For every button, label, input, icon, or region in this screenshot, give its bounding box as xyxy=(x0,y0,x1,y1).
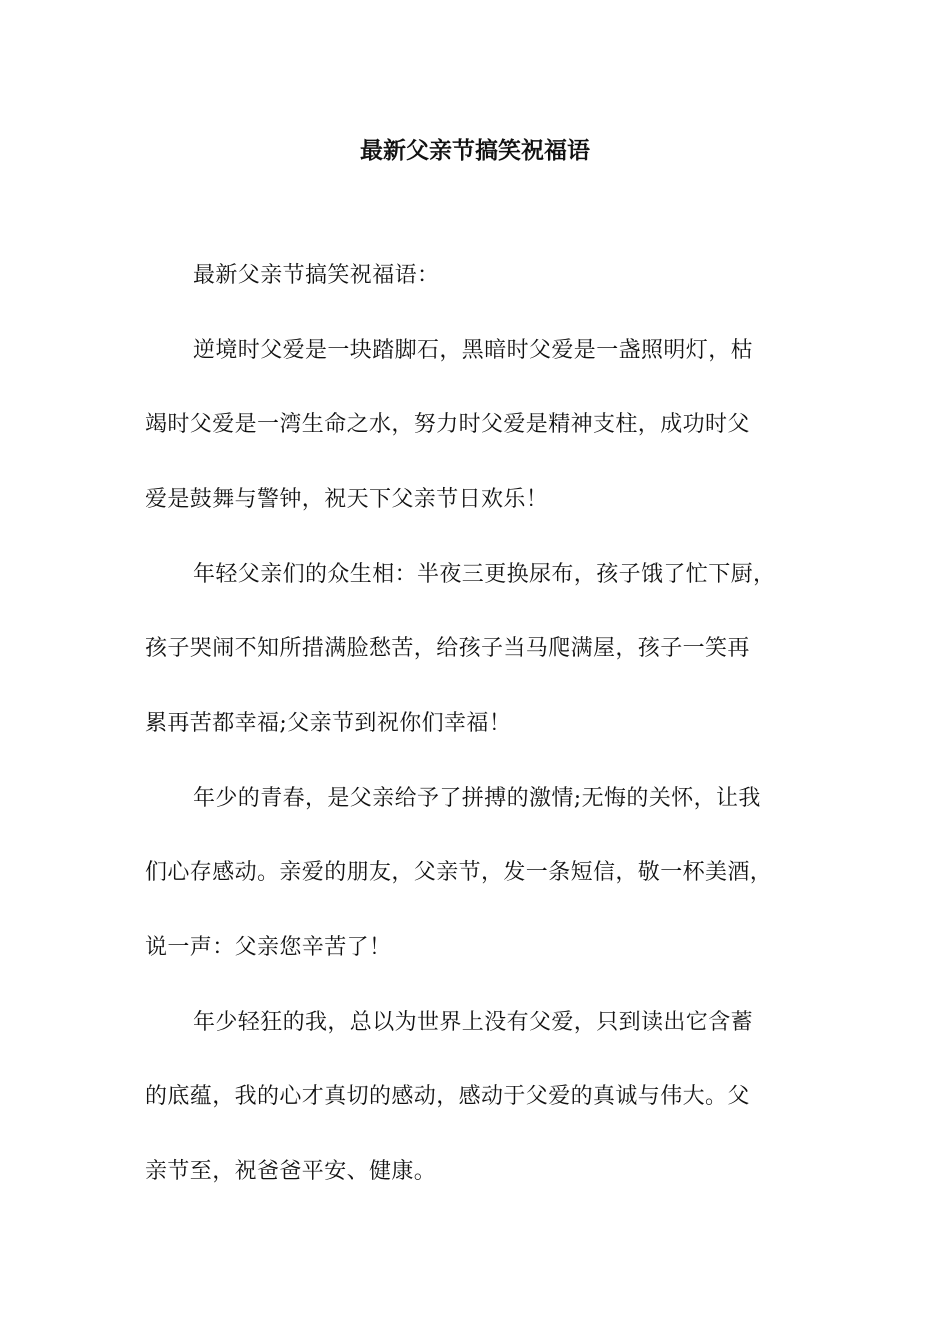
paragraph-intro-line: 最新父亲节搞笑祝福语： xyxy=(193,263,440,288)
paragraph-4-line-2: 的底蕴，我的心才真切的感动，感动于父爱的真诚与伟大。父 xyxy=(145,1084,750,1109)
paragraph-3-line-1: 年少的青春，是父亲给予了拼搏的激情;无悔的关怀，让我 xyxy=(193,786,761,811)
paragraph-1-line-3: 爱是鼓舞与警钟，祝天下父亲节日欢乐！ xyxy=(145,487,549,512)
paragraph-4-line-1: 年少轻狂的我，总以为世界上没有父爱，只到读出它含蓄 xyxy=(193,1010,754,1035)
paragraph-1-line-2: 竭时父爱是一湾生命之水，努力时父爱是精神支柱，成功时父 xyxy=(145,412,750,437)
paragraph-2-line-1: 年轻父亲们的众生相：半夜三更换尿布，孩子饿了忙下厨， xyxy=(193,562,776,587)
paragraph-3-line-3: 说一声：父亲您辛苦了！ xyxy=(145,935,392,960)
paragraph-4-line-3: 亲节至，祝爸爸平安、健康。 xyxy=(145,1159,437,1184)
paragraph-2-line-3: 累再苦都幸福;父亲节到祝你们幸福！ xyxy=(145,711,512,736)
paragraph-2-line-2: 孩子哭闹不知所措满脸愁苦，给孩子当马爬满屋，孩子一笑再 xyxy=(145,636,750,661)
paragraph-3-line-2: 们心存感动。亲爱的朋友，父亲节，发一条短信，敬一杯美酒， xyxy=(145,860,773,885)
paragraph-1-line-1: 逆境时父爱是一块踏脚石，黑暗时父爱是一盏照明灯，枯 xyxy=(193,338,754,363)
document-title: 最新父亲节搞笑祝福语 xyxy=(360,137,590,164)
